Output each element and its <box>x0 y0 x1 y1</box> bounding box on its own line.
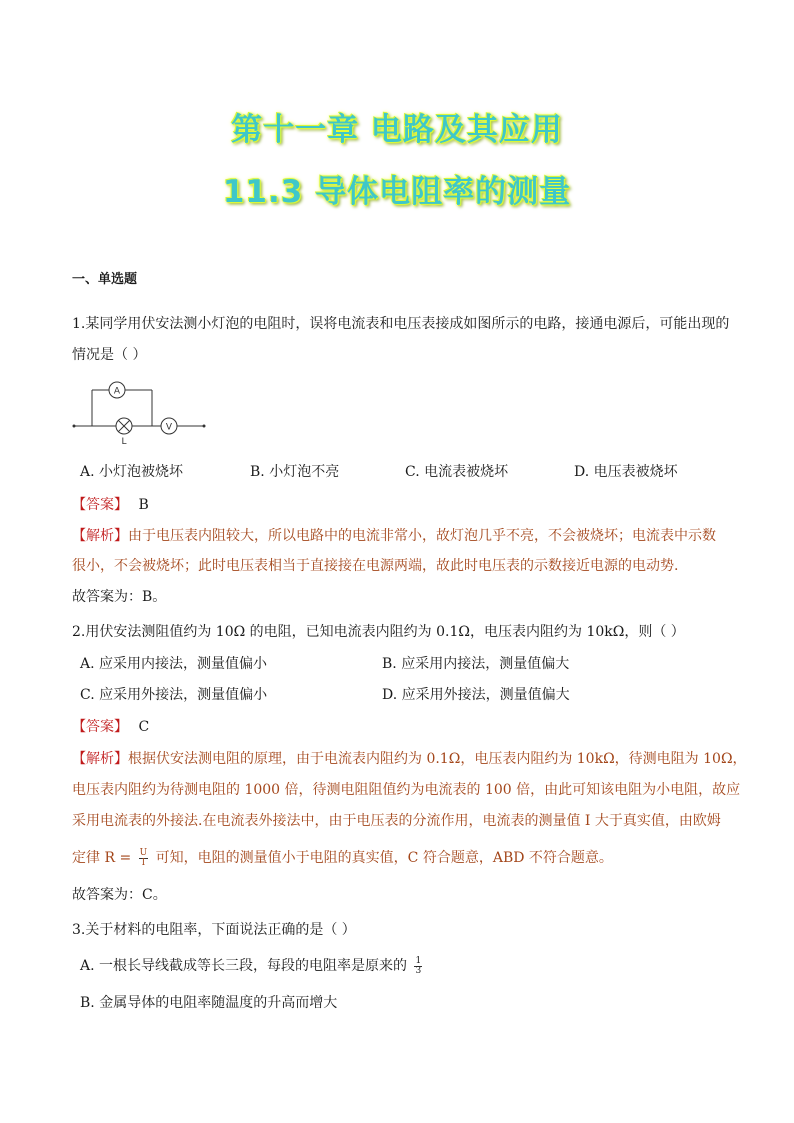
fraction-numerator: U <box>139 847 148 858</box>
option-text: A. 一根长导线截成等长三段，每段的电阻率是原来的 <box>80 958 408 974</box>
analysis-text: 根据伏安法测电阻的原理，由于电流表内阻约为 0.1Ω，电压表内阻约为 10kΩ，待测电阻为 10Ω， <box>128 751 747 767</box>
terminal-right <box>203 425 206 428</box>
fraction-denominator: I <box>141 857 146 868</box>
terminal-left <box>73 425 76 428</box>
ammeter-label: A <box>113 386 121 397</box>
q2-option-c: C. 应采用外接法，测量值偏小 <box>80 687 268 703</box>
q1-analysis <box>72 526 716 546</box>
answer-value: C <box>138 719 150 735</box>
answer-tag: 【答案】 <box>72 719 128 735</box>
q2-analysis-formula-line <box>72 848 613 868</box>
q1-stem: 1.某同学用伏安法测小灯泡的电阻时，误将电流表和电压表接成如图所示的电路，接通电源后，可能出现的 <box>72 316 730 332</box>
q2-option-a: A. 应采用内接法，测量值偏小 <box>80 656 268 672</box>
q1-conclusion: 故答案为：B。 <box>72 589 167 605</box>
one-third-fraction <box>414 957 422 976</box>
q1-circuit-diagram <box>70 378 210 448</box>
formula-prefix: 定律 R = <box>72 850 132 866</box>
formula-suffix: 可知，电阻的测量值小于电阻的真实值，C 符合题意，ABD 不符合题意。 <box>155 850 613 866</box>
fraction-denominator: 3 <box>415 965 422 976</box>
q3-option-b: B. 金属导体的电阻率随温度的升高而增大 <box>80 995 338 1011</box>
voltmeter-label: V <box>165 422 173 433</box>
ohm-law-fraction <box>139 849 149 868</box>
analysis-tag: 【解析】 <box>72 528 128 544</box>
q3-stem: 3.关于材料的电阻率，下面说法正确的是（ ） <box>72 922 356 938</box>
q2-option-d: D. 应采用外接法，测量值偏大 <box>382 687 570 703</box>
answer-value: B <box>138 497 149 513</box>
q1-option-b: B. 小灯泡不亮 <box>250 464 340 480</box>
section-label: 一、单选题 <box>72 272 138 287</box>
q1-option-d: D. 电压表被烧坏 <box>574 464 678 480</box>
q1-analysis-cont: 很小，不会被烧坏；此时电压表相当于直接接在电源两端，故此时电压表的示数接近电源的电动势. <box>72 558 679 574</box>
q1-answer <box>72 495 149 515</box>
analysis-tag: 【解析】 <box>72 751 128 767</box>
q2-stem: 2.用伏安法测阻值约为 10Ω 的电阻，已知电流表内阻约为 0.1Ω，电压表内阻约为 10kΩ，则（ ） <box>72 624 685 640</box>
q2-analysis <box>72 749 747 769</box>
answer-tag: 【答案】 <box>72 497 128 513</box>
chapter-title: 第十一章 电路及其应用 <box>231 112 563 148</box>
q2-answer <box>72 717 149 737</box>
q3-option-a <box>80 956 425 976</box>
fraction-numerator: 1 <box>415 955 422 966</box>
q1-option-c: C. 电流表被烧坏 <box>405 464 509 480</box>
q2-option-b: B. 应采用内接法，测量值偏大 <box>382 656 570 672</box>
section-title: 11.3 导体电阻率的测量 <box>222 174 572 210</box>
q2-analysis-cont: 电压表内阻约为待测电阻的 1000 倍，待测电阻阻值约为电流表的 100 倍，由此可知该电阻为小电阻，故应 <box>72 782 741 798</box>
lamp-label: L <box>121 437 127 447</box>
analysis-text: 由于电压表内阻较大，所以电路中的电流非常小，故灯泡几乎不亮，不会被烧坏；电流表中示数 <box>128 528 716 544</box>
q1-stem-cont: 情况是（ ） <box>72 347 147 363</box>
q1-option-a: A. 小灯泡被烧坏 <box>80 464 184 480</box>
q2-analysis-cont2: 采用电流表的外接法.在电流表外接法中，由于电压表的分流作用，电流表的测量值 I 大于真实值，由欧姆 <box>72 813 721 829</box>
q2-conclusion: 故答案为：C。 <box>72 887 167 903</box>
